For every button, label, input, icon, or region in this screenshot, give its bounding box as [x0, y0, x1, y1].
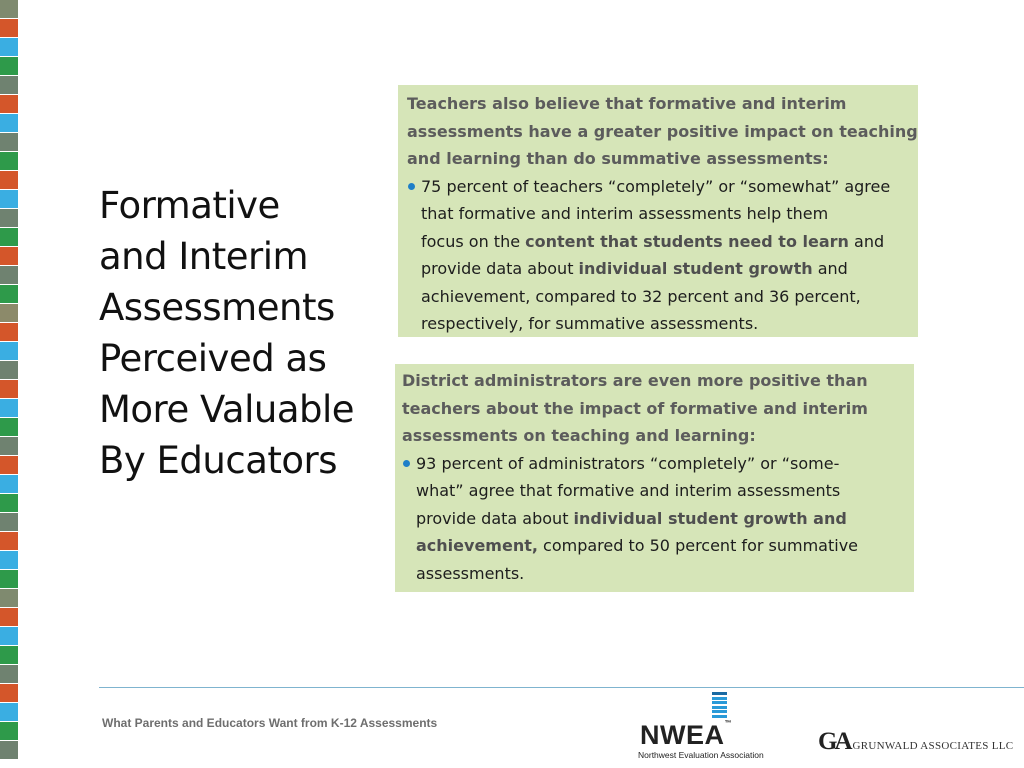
stripe-block: [0, 304, 18, 322]
stripe-block: [0, 152, 18, 170]
nwea-wordmark: NWEA™: [640, 720, 732, 750]
stripe-block: [0, 133, 18, 151]
stripe-block: [0, 38, 18, 56]
footer-divider: [99, 687, 1024, 688]
bullet-line: respectively, for summative assessments.: [421, 314, 759, 333]
title-line: Assessments: [99, 286, 335, 329]
stripe-block: [0, 703, 18, 721]
stripe-block: [0, 418, 18, 436]
grunwald-logo: [818, 728, 1013, 754]
bullet-line: provide data about individual student growth and: [421, 259, 848, 278]
slide-title: [99, 180, 379, 486]
bullet-dot-icon: [408, 183, 415, 190]
stripe-block: [0, 266, 18, 284]
bullet-line: 93 percent of administrators “completely” or “some-: [416, 453, 840, 473]
stripe-block: [0, 380, 18, 398]
administrators-bullet-item: [402, 450, 908, 588]
stripe-block: [0, 532, 18, 550]
heading-line: teachers about the impact of formative and interim: [402, 398, 868, 418]
stripe-block: [0, 399, 18, 417]
emphasis-text: individual student growth: [578, 259, 813, 278]
stripe-block: [0, 608, 18, 626]
stripe-block: [0, 95, 18, 113]
bullet-line: provide data about individual student growth and: [416, 508, 847, 528]
stripe-block: [0, 190, 18, 208]
stripe-block: [0, 684, 18, 702]
bullet-line: achievement, compared to 32 percent and 36 percent,: [421, 286, 861, 306]
stripe-block: [0, 0, 18, 18]
bullet-line: 75 percent of teachers “completely” or “somewhat” agree: [421, 176, 891, 196]
stripe-block: [0, 741, 18, 759]
stripe-block: [0, 57, 18, 75]
administrators-callout-heading: [402, 367, 908, 450]
heading-line: Teachers also believe that formative and interim: [407, 94, 847, 113]
stripe-block: [0, 456, 18, 474]
decorative-stripe: [0, 0, 18, 768]
nwea-subtitle: Northwest Evaluation Association: [638, 750, 764, 760]
nwea-bars-icon: [712, 692, 727, 719]
title-line: By Educators: [99, 439, 338, 482]
stripe-block: [0, 722, 18, 740]
title-line: More Valuable: [99, 388, 355, 431]
stripe-block: [0, 209, 18, 227]
stripe-block: [0, 665, 18, 683]
stripe-block: [0, 475, 18, 493]
stripe-block: [0, 285, 18, 303]
bullet-line: what” agree that formative and interim assessments: [416, 481, 841, 500]
heading-line: assessments on teaching and learning:: [402, 426, 756, 445]
stripe-block: [0, 589, 18, 607]
stripe-block: [0, 551, 18, 569]
stripe-block: [0, 494, 18, 512]
stripe-block: [0, 171, 18, 189]
heading-line: District administrators are even more positive than: [402, 371, 868, 390]
teachers-callout-box: [398, 85, 918, 337]
heading-line: assessments have a greater positive impact on teaching: [407, 121, 918, 141]
stripe-block: [0, 247, 18, 265]
bullet-dot-icon: [403, 460, 410, 467]
stripe-block: [0, 513, 18, 531]
bullet-line: focus on the content that students need to learn and: [421, 231, 885, 251]
stripe-block: [0, 627, 18, 645]
title-line: and Interim: [99, 235, 309, 278]
administrators-callout-box: [395, 364, 914, 592]
stripe-block: [0, 76, 18, 94]
emphasis-text: achievement,: [416, 536, 538, 555]
stripe-block: [0, 342, 18, 360]
emphasis-text: individual student growth and: [573, 508, 847, 528]
heading-line: and learning than do summative assessments:: [407, 149, 829, 168]
stripe-block: [0, 361, 18, 379]
bullet-line: assessments.: [416, 563, 525, 583]
bullet-line: that formative and interim assessments help them: [421, 204, 829, 223]
stripe-block: [0, 228, 18, 246]
stripe-block: [0, 323, 18, 341]
stripe-block: [0, 570, 18, 588]
teachers-callout-heading: [407, 90, 918, 173]
nwea-logo: [636, 692, 786, 764]
footer-caption: What Parents and Educators Want from K-12 Assessments: [102, 716, 438, 730]
emphasis-text: content that students need to learn: [525, 231, 849, 251]
stripe-block: [0, 646, 18, 664]
stripe-block: [0, 114, 18, 132]
stripe-block: [0, 437, 18, 455]
ga-company-name: GRUNWALD ASSOCIATES LLC: [852, 740, 1014, 752]
title-line: Perceived as: [99, 337, 327, 380]
bullet-line: achievement, compared to 50 percent for summative: [416, 536, 858, 555]
title-line: Formative: [99, 184, 280, 227]
teachers-bullet-item: [407, 173, 912, 338]
ga-monogram: GA: [818, 728, 850, 755]
stripe-block: [0, 19, 18, 37]
